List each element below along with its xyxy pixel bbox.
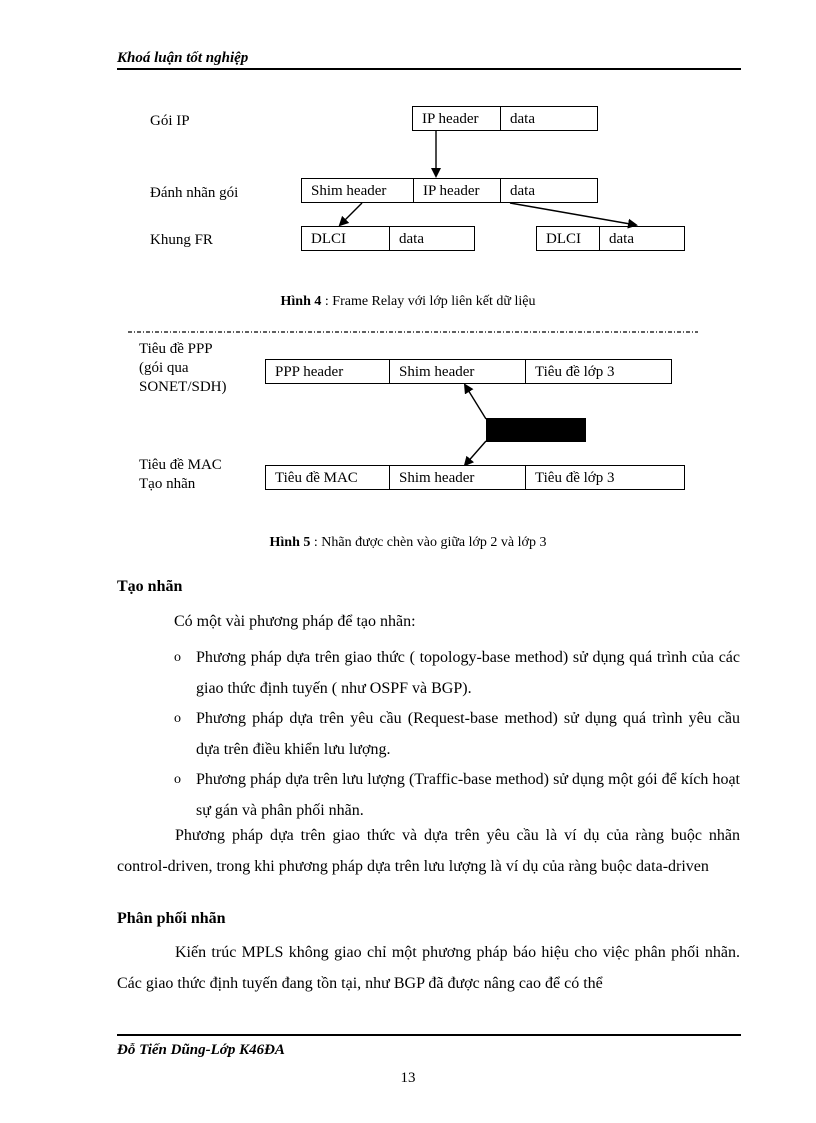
section1-paragraph: Phương pháp dựa trên giao thức và dựa trên yêu cầu là ví dụ của ràng buộc nhãn control-driven, trong khi phương pháp dựa trên lưu lượng là ví dụ của ràng buộc data-driven: [117, 827, 740, 875]
bullet-text: Phương pháp dựa trên lưu lượng (Traffic-base method) sử dụng một gói để kích hoạt sự gán và phân phối nhãn.: [196, 771, 740, 819]
bullet-text: Phương pháp dựa trên yêu cầu (Request-base method) sử dụng quá trình yêu cầu dựa trên điều khiển lưu lượng.: [196, 710, 740, 758]
fig4-caption-text: : Frame Relay với lớp liên kết dữ liệu: [321, 294, 536, 309]
fig4-label-fr-frame: Khung FR: [150, 232, 213, 248]
bullet-marker: o: [174, 711, 181, 726]
fig5-caption-number: Hình 5: [269, 535, 311, 550]
section-heading-label-creation: Tạo nhãn: [117, 578, 183, 595]
bullet-marker: o: [174, 772, 181, 787]
fig5-ppp-label: [139, 340, 227, 397]
fig4-dlci-cell: DLCI: [311, 230, 346, 247]
fig5-mac-label: [139, 456, 222, 494]
page-number: 13: [400, 1070, 416, 1086]
section2-paragraph: Kiến trúc MPLS không giao chỉ một phương pháp báo hiệu cho việc phân phối nhãn. Các giao thức định tuyến đang tồn tại, như BGP đã được nâng cao để có thể: [117, 944, 740, 992]
fig5-ppp-label-line: SONET/SDH): [139, 379, 227, 395]
fig4-caption: [0, 294, 816, 310]
fig5-arrow-down: [465, 441, 486, 465]
section-heading-label-distribution: Phân phối nhãn: [117, 910, 226, 927]
bullet-item: [174, 764, 740, 826]
bullet-item: [174, 642, 740, 704]
fig4-data-cell: data: [389, 227, 433, 250]
fig4-data-cell: data: [500, 179, 544, 202]
fig5-ppp-label-line: (gói qua: [139, 360, 189, 376]
bullet-item: [174, 703, 740, 765]
fig4-dlci-cell: DLCI: [546, 230, 581, 247]
fig4-data-cell: data: [599, 227, 643, 250]
fig4-shim-header-cell: Shim header: [311, 182, 387, 199]
fig5-mac-row-box: [265, 465, 685, 490]
fig5-layer3-header-cell: Tiêu đề lớp 3: [525, 466, 623, 489]
fig4-ip-header-cell: IP header: [413, 179, 500, 202]
bullet-text: Phương pháp dựa trên giao thức ( topology-base method) sử dụng quá trình của các giao thức định tuyến ( như OSPF và BGP).: [196, 649, 740, 697]
fig5-ppp-row-box: [265, 359, 672, 384]
fig5-layer3-header-cell: Tiêu đề lớp 3: [525, 360, 623, 383]
fig5-caption: [0, 535, 816, 551]
fig5-arrow-up: [465, 385, 486, 419]
fig5-mac-label-line: Tạo nhãn: [139, 476, 196, 492]
fig5-ppp-label-line: Tiêu đề PPP: [139, 341, 213, 357]
fig5-label-block: [486, 418, 586, 442]
fig5-caption-text: : Nhãn được chèn vào giữa lớp 2 và lớp 3: [310, 535, 547, 550]
fig5-mac-header-cell: Tiêu đề MAC: [275, 469, 358, 486]
bullet-marker: o: [174, 650, 181, 665]
fig4-arrow-right: [510, 203, 636, 225]
fig5-ppp-header-cell: PPP header: [275, 363, 344, 380]
fig5-shim-header-cell: Shim header: [389, 466, 525, 489]
footer-rule: [117, 1034, 741, 1036]
section1-intro: Có một vài phương pháp để tạo nhãn:: [174, 613, 416, 630]
fig4-label-labeled-packet: Đánh nhãn gói: [150, 185, 239, 201]
fig4-data-cell: data: [500, 107, 544, 130]
fig4-ip-header-cell: IP header: [422, 110, 479, 127]
fig4-caption-number: Hình 4: [280, 294, 322, 309]
page-footer: Đỗ Tiến Dũng-Lớp K46ĐA: [117, 1042, 285, 1058]
fig4-label-ip-packet: Gói IP: [150, 113, 190, 129]
page-header: Khoá luận tốt nghiệp: [117, 50, 249, 66]
fig4-arrow-left: [340, 203, 362, 225]
fig5-mac-label-line: Tiêu đề MAC: [139, 457, 222, 473]
fig5-shim-header-cell: Shim header: [389, 360, 525, 383]
